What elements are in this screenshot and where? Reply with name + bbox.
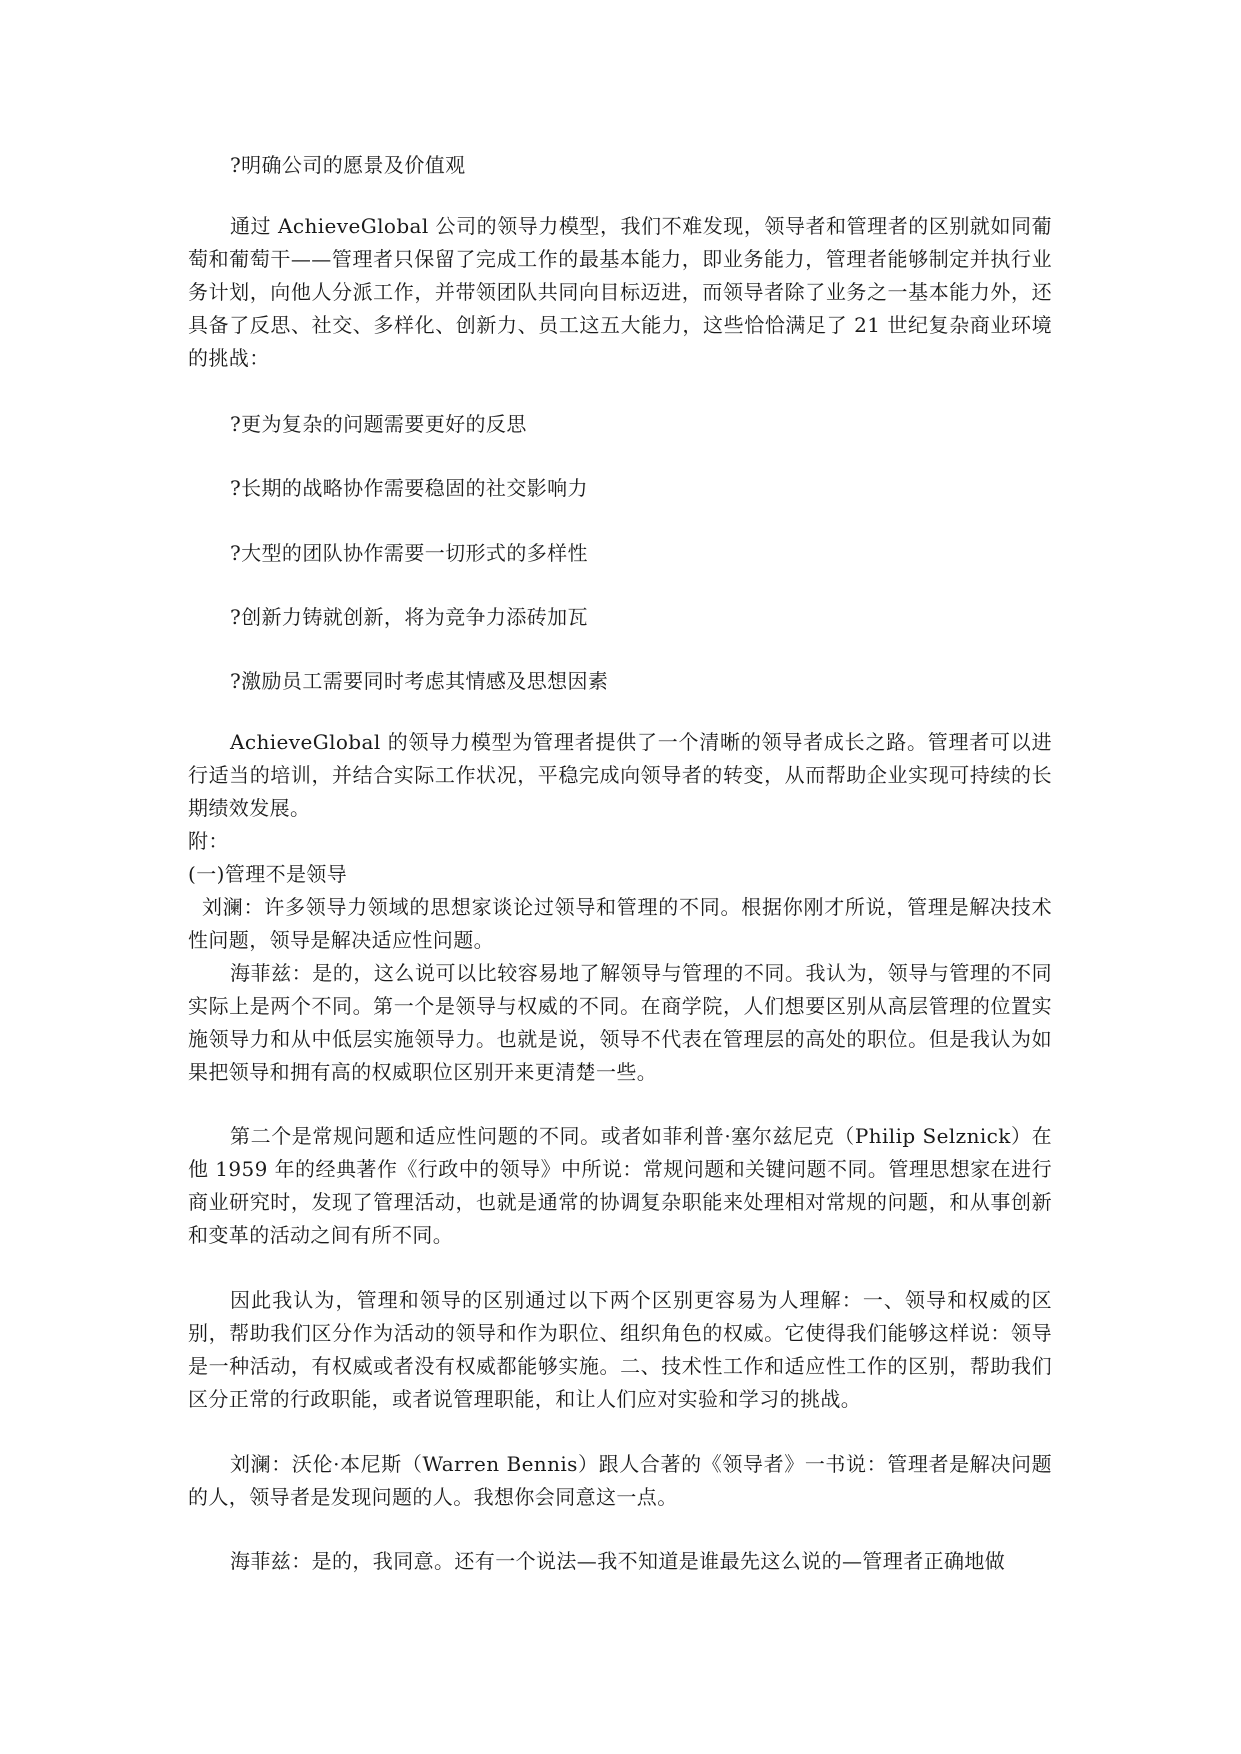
paragraph-leader-growth: AchieveGlobal 的领导力模型为管理者提供了一个清晰的领导者成长之路。管理者可以进行适当的培训，并结合实际工作状况，平稳完成向领导者的转变，从而帮助企业实现可持续的长期绩效发展。 [188,730,1052,820]
bullet-social: ?长期的战略协作需要稳固的社交影响力 [230,476,588,500]
appendix-label: 附： [188,829,229,853]
paragraph-heifetz-answer: 海菲兹：是的，这么说可以比较容易地了解领导与管理的不同。我认为，领导与管理的不同实际上是两个不同。第一个是领导与权威的不同。在商学院，人们想要区别从高层管理的位置实施领导力和从中低层实施领导力。也就是说，领导不代表在管理层的高处的职位。但是我认为如果把领导和拥有高的权威职位区别开来更清楚一些。 [188,961,1052,1084]
paragraph-achieveglobal-model: 通过 AchieveGlobal 公司的领导力模型，我们不难发现，领导者和管理者的区别就如同葡萄和葡萄干——管理者只保留了完成工作的最基本能力，即业务能力，管理者能够制定并执行业务计划，向他人分派工作，并带领团队共同向目标迈进，而领导者除了业务之一基本能力外，还具备了反思、社交、多样化、创新力、员工这五大能力，这些恰恰满足了 21 世纪复杂商业环境的挑战： [188,214,1052,370]
bullet-motivation: ?激励员工需要同时考虑其情感及思想因素 [230,669,609,693]
paragraph-two-distinctions: 因此我认为，管理和领导的区别通过以下两个区别更容易为人理解：一、领导和权威的区别，帮助我们区分作为活动的领导和作为职位、组织角色的权威。它使得我们能够这样说：领导是一种活动，有权威或者没有权威都能够实施。二、技术性工作和适应性工作的区别，帮助我们区分正常的行政职能，或者说管理职能，和让人们应对实验和学习的挑战。 [188,1288,1052,1411]
paragraph-liulan-question: 刘澜：许多领导力领域的思想家谈论过领导和管理的不同。根据你刚才所说，管理是解决技术性问题，领导是解决适应性问题。 [188,895,1052,952]
paragraph-bennis: 刘澜：沃伦·本尼斯（Warren Bennis）跟人合著的《领导者》一书说：管理者是解决问题的人，领导者是发现问题的人。我想你会同意这一点。 [188,1452,1052,1509]
bullet-diversity: ?大型的团队协作需要一切形式的多样性 [230,541,588,565]
bullet-vision: ?明确公司的愿景及价值观 [230,153,466,177]
bullet-innovation: ?创新力铸就创新，将为竞争力添砖加瓦 [230,605,588,629]
paragraph-heifetz-agree: 海菲兹：是的，我同意。还有一个说法—我不知道是谁最先这么说的—管理者正确地做 [230,1549,1006,1573]
bullet-reflection: ?更为复杂的问题需要更好的反思 [230,412,527,436]
paragraph-routine-problems: 第二个是常规问题和适应性问题的不同。或者如菲利普·塞尔兹尼克（Philip Selznick）在他 1959 年的经典著作《行政中的领导》中所说：常规问题和关键问题不同。管理思想家在进行商业研究时，发现了管理活动，也就是通常的协调复杂职能来处理相对常规的问题，和从事创新和变革的活动之间有所不同。 [188,1124,1052,1247]
section-heading-management-not-leadership: (一)管理不是领导 [188,862,348,886]
